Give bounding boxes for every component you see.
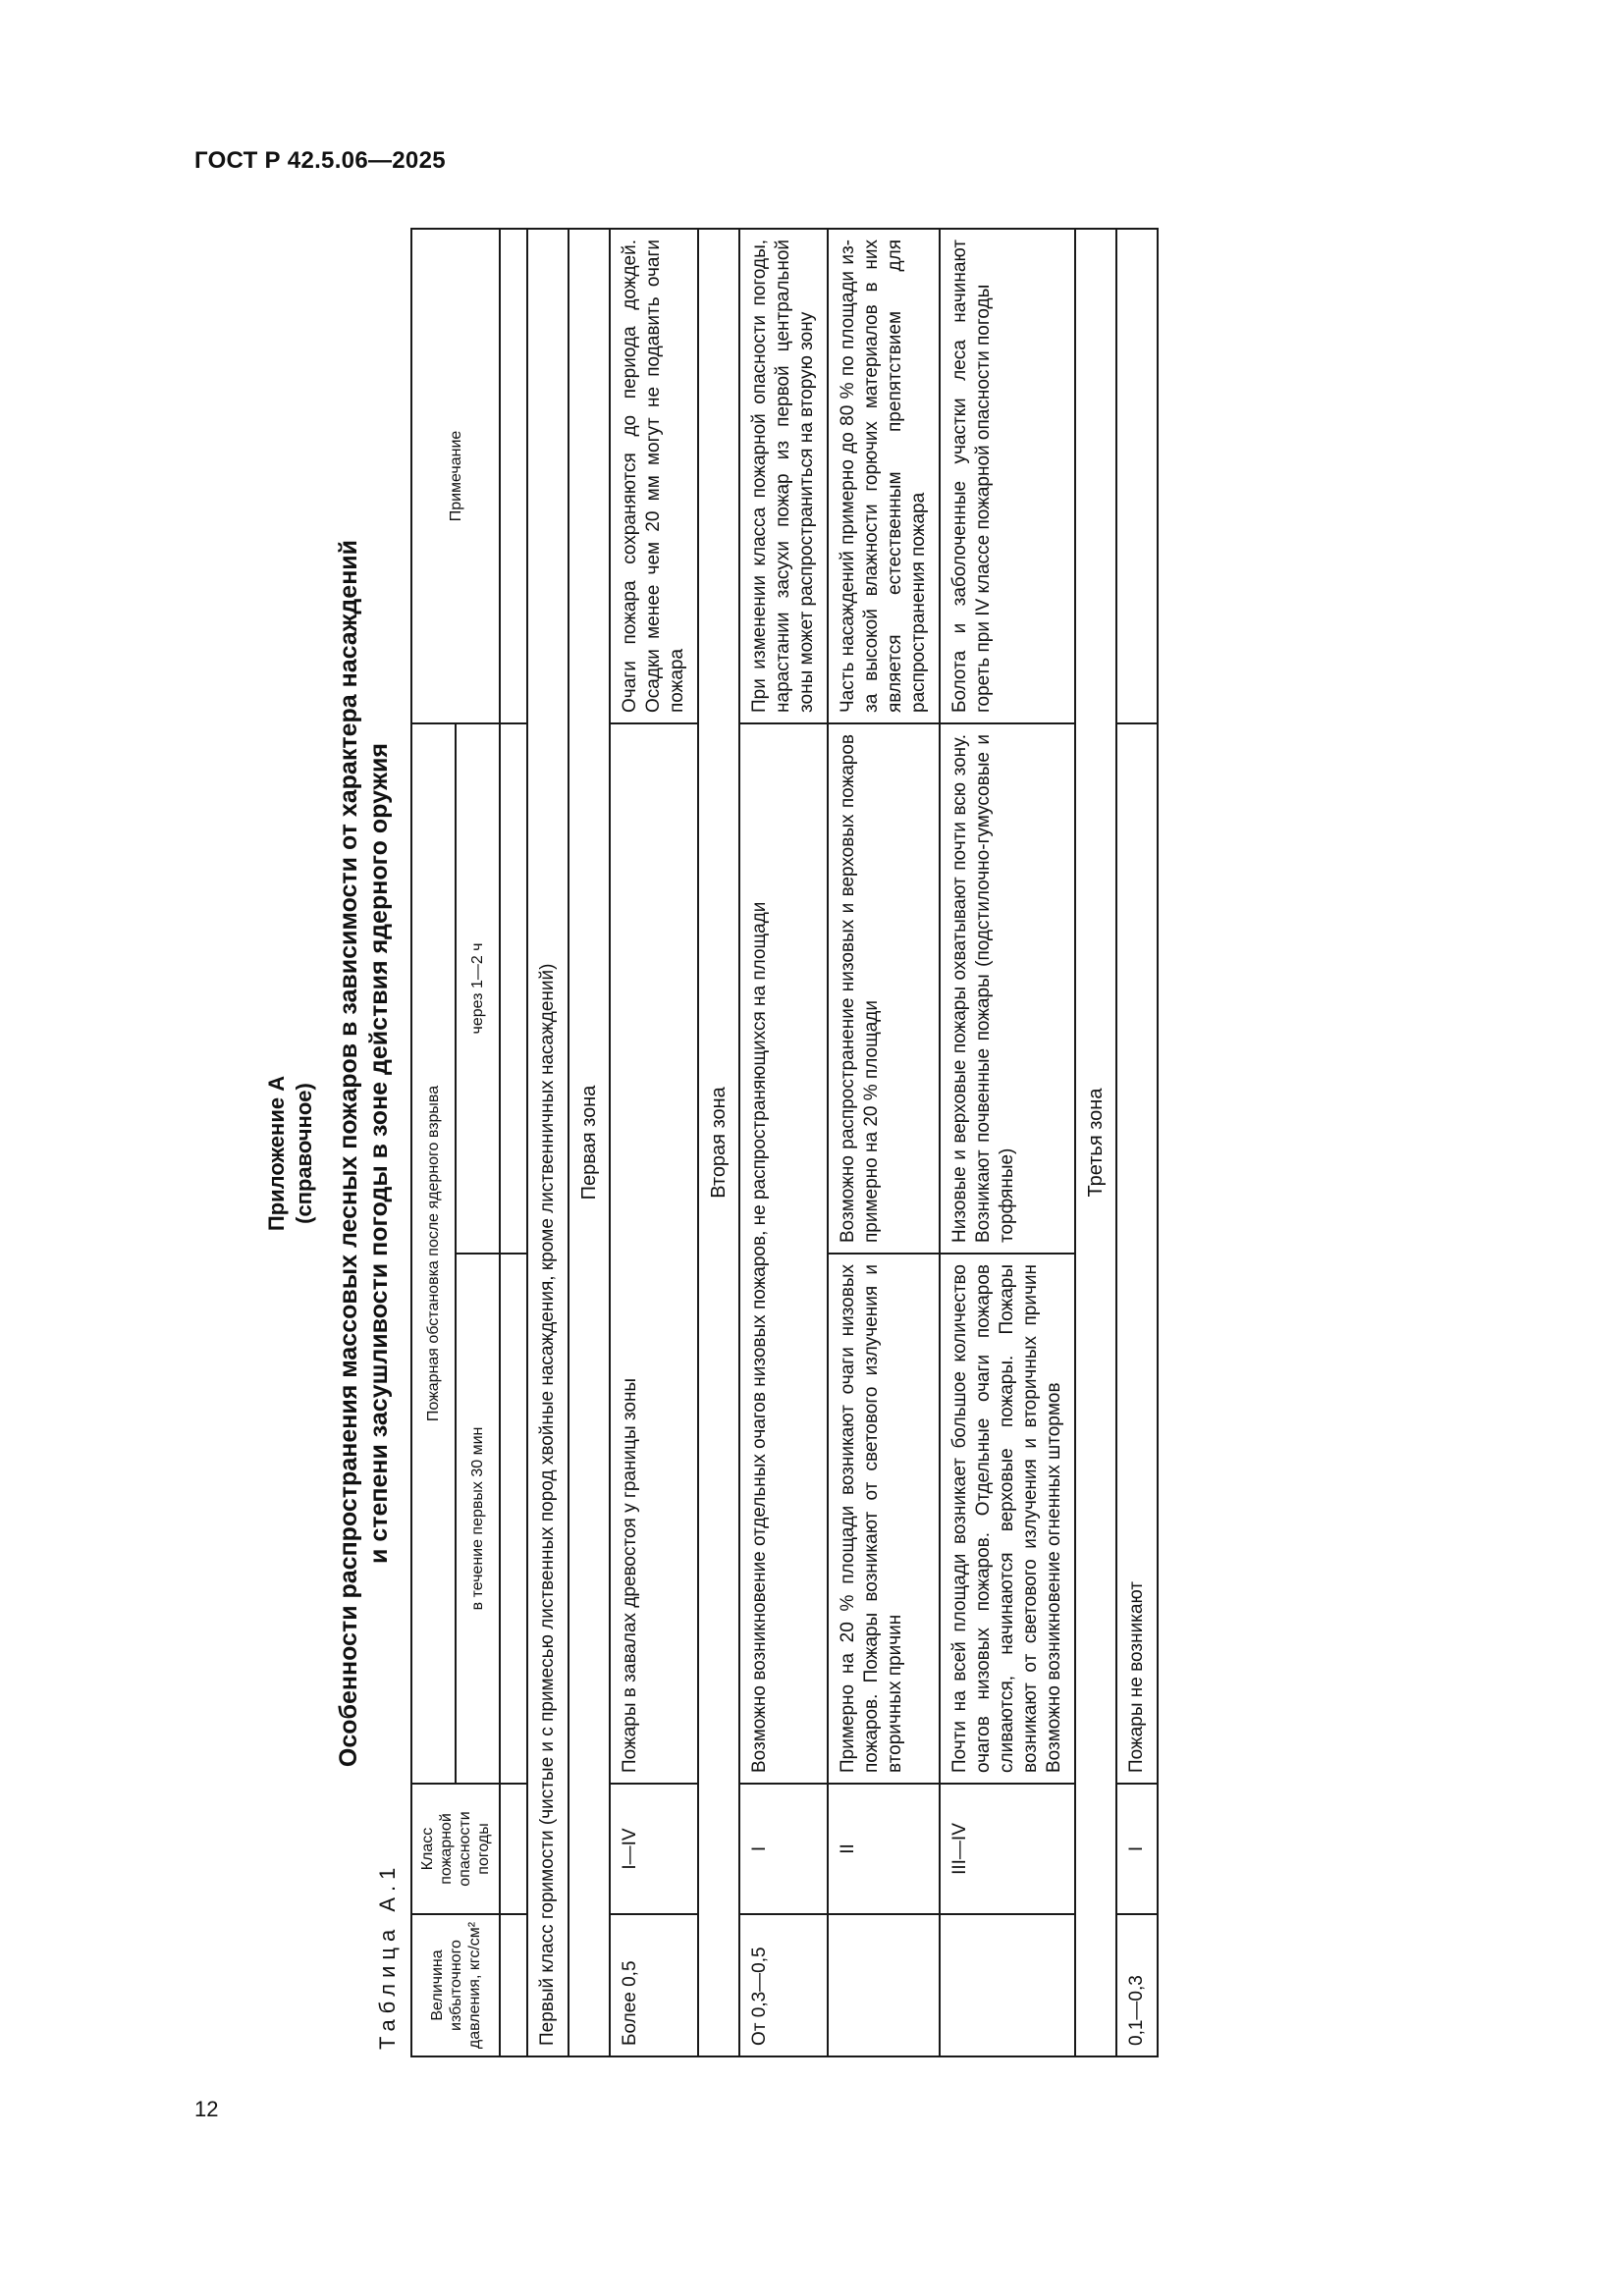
cell-after-1-2-h: Возможно распространение низовых и верховых пожаров примерно на 20 % площади: [828, 723, 940, 1254]
main-title-line-2: и степени засушливости погоды в зоне действия ядерного оружия: [365, 743, 393, 1564]
header-note: Примечание: [411, 229, 500, 723]
table-row: [1116, 229, 1158, 2056]
cell-class: I: [1116, 1784, 1158, 1914]
cell-note: [1116, 229, 1158, 723]
cell-pressure: 0,1—0,3: [1116, 1914, 1158, 2056]
appendix-subtitle: (справочное): [292, 1083, 316, 1224]
zone-3-row: [1075, 229, 1116, 2056]
cell-situation: Возможно возникновение отдельных очагов низовых пожаров, не распространяющихся на площади: [739, 723, 828, 1784]
burn-class-title: Первый класс горимости (чистые и с примесью лиственных пород хвойные насаждения, кроме лиственничных насаждений): [527, 229, 568, 2056]
header-situation: Пожарная обстановка после ядерного взрыва: [411, 723, 456, 1784]
zone-1-row: [568, 229, 610, 2056]
appendix-title: Приложение А: [264, 1075, 289, 1232]
cell-class: I—IV: [610, 1784, 698, 1914]
cell-note: Часть насаждений примерно до 80 % по площади из-за высокой влажности горючих материалов в них является естественным препятствием для распространения пожара: [828, 229, 940, 723]
zone-2-row: [698, 229, 739, 2056]
table-row: [828, 229, 940, 2056]
zone-3-title: Третья зона: [1075, 229, 1116, 2056]
main-title-line-1: Особенности распространения массовых лесных пожаров в зависимости от характера насаждений: [335, 539, 362, 1768]
cell-class: I: [739, 1784, 828, 1914]
table-caption: Таблица А.1: [375, 1861, 400, 2050]
cell-note: При изменении класса пожарной опасности погоды, нарастании засухи пожар из первой центральной зоны может распространиться на вторую зону: [739, 229, 828, 723]
fire-table: [410, 228, 1159, 2057]
cell-class: III—IV: [940, 1784, 1075, 1914]
header-fire-class: Класс пожарной опасности погоды: [411, 1784, 500, 1914]
cell-after-1-2-h: Низовые и верховые пожары охватывают почти всю зону. Возникают почвенные пожары (подстилочно-гумусовые и торфяные): [940, 723, 1075, 1254]
zone-2-title: Вторая зона: [698, 229, 739, 2056]
cell-pressure: [828, 1914, 940, 2056]
header-row: [411, 229, 456, 2056]
header-first-30-min: в течение первых 30 мин: [456, 1254, 500, 1784]
cell-pressure: [940, 1914, 1075, 2056]
table-row: [739, 229, 828, 2056]
cell-pressure: От 0,3—0,5: [739, 1914, 828, 2056]
table-row: [610, 229, 698, 2056]
cell-first-30-min: Почти на всей площади возникает большое количество очагов низовых пожаров. Отдельные очаги пожаров сливаются, начинаются верховые пожары. Пожары возникают от светового излучения и вторичных причин Возможно возникновение огненных штормов: [940, 1254, 1075, 1784]
cell-situation: Пожары в завалах древостоя у границы зоны: [610, 723, 698, 1784]
burn-class-row: [527, 229, 568, 2056]
table-row: [940, 229, 1075, 2056]
cell-situation: Пожары не возникают: [1116, 723, 1158, 1784]
zone-1-title: Первая зона: [568, 229, 610, 2056]
cell-note: Очаги пожара сохраняются до периода дождей. Осадки менее чем 20 мм могут не подавить очаги пожара: [610, 229, 698, 723]
cell-first-30-min: Примерно на 20 % площади возникают очаги низовых пожаров. Пожары возникают от светового излучения и вторичных причин: [828, 1254, 940, 1784]
cell-class: II: [828, 1784, 940, 1914]
page-number: 12: [194, 2097, 219, 2121]
header-pressure: Величина избыточного давления, кгс/см²: [411, 1914, 500, 2056]
header-after-1-2-h: через 1—2 ч: [456, 723, 500, 1254]
rotated-page-content: [245, 236, 1473, 2071]
main-title: [334, 236, 395, 2071]
cell-note: Болота и заболоченные участки леса начинают гореть при IV классе пожарной опасности погоды: [940, 229, 1075, 723]
appendix-heading: [263, 236, 318, 2071]
document-code: ГОСТ Р 42.5.06—2025: [194, 147, 446, 174]
cell-pressure: Более 0,5: [610, 1914, 698, 2056]
spacer-row: [500, 229, 527, 2056]
